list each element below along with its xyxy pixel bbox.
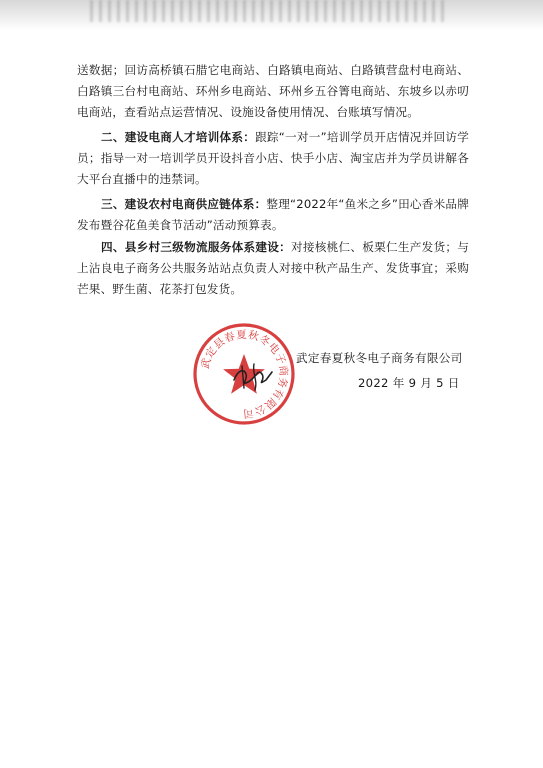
seal-text: 武定县春夏秋冬电子商务有限公司 (199, 328, 290, 420)
section-heading-3: 三、建设农村电商供应链体系： (101, 197, 267, 211)
document-date: 2022 年 9 月 5 日 (358, 376, 460, 390)
section-heading-4: 四、县乡村三级物流服务体系建设： (101, 240, 291, 254)
section-body-4: 对接核桃仁、板栗仁生产发货；与上沾良电子商务公共服务站站点负责人对接中秋产品生产、发货事宜；采购芒果、野生菌、花茶打包发货。 (77, 240, 469, 296)
company-name: 武定春夏秋冬电子商务有限公司 (296, 351, 463, 365)
paragraph-1: 送数据；回访高桥镇石腊它电商站、白路镇电商站、白路镇营盘村电商站、白路镇三台村电商站、环州乡电商站、环州乡五谷箐电商站、东坡乡以赤叨电商站，查看站点运营情况、设施设备使用情况、台账填写情况。 (77, 63, 469, 119)
section-body-2: 跟踪“一对一”培训学员开店情况并回访学员；指导一对一培训学员开设抖音小店、快手小店、淘宝店并为学员讲解各大平台直播中的违禁词。 (77, 130, 469, 186)
signature-mark (228, 360, 276, 392)
paragraph-2 (77, 127, 469, 190)
paragraph-4 (77, 237, 469, 300)
section-body-3: 整理“2022年“鱼米之乡”田心香米品牌发布暨谷花鱼美食节活动”活动预算表。 (77, 197, 469, 232)
section-heading-2: 二、建设电商人才培训体系： (101, 130, 256, 144)
paragraph-3 (77, 194, 469, 236)
